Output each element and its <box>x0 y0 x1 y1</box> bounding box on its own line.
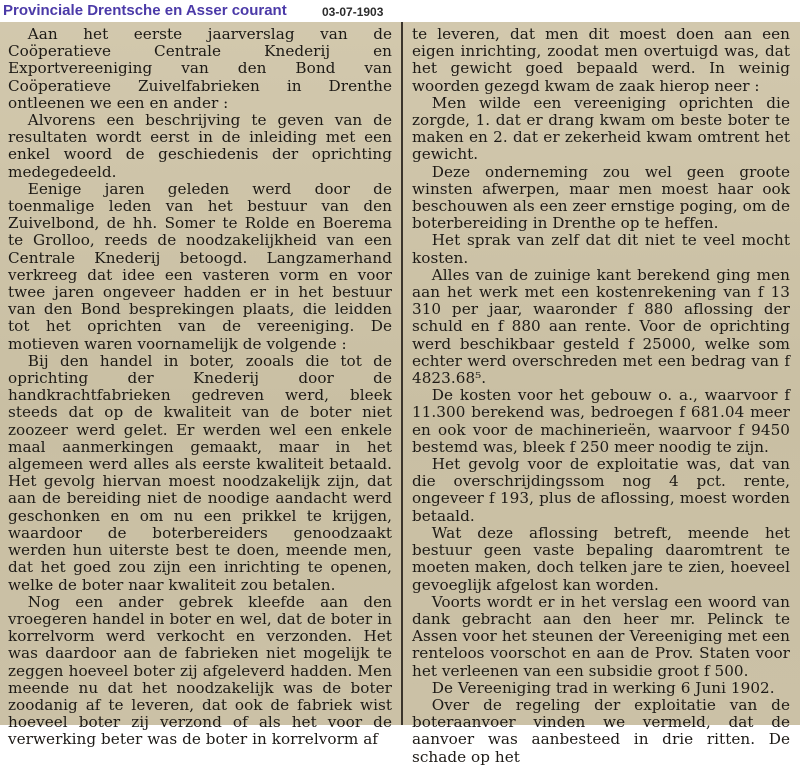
article-paragraph: Alles van de zuinige kant berekend ging men aan het werk met een kostenrekening van f 13 310 per jaar, waaronder f 880 aflossing der schuld en f 880 aan rente. Voor de oprichting werd beschikbaar gesteld f 25000, welke som echter werd overschreden met een bedrag van f 4823.68⁵. <box>412 265 790 388</box>
publication-date: 03-07-1903 <box>322 5 384 19</box>
article-paragraph: Voorts wordt er in het verslag een woord van dank gebracht aan den heer mr. Pelinck te Assen voor het steunen der Vereeniging met een renteloos voorschot en aan de Prov. Staten voor het verleenen van een subsidie groot f 500. <box>412 592 790 680</box>
article-paragraph: Deze onderneming zou wel geen groote winsten afwerpen, maar men moest haar ook beschouwen als een zeer ernstige poging, om de boterbereiding in Drenthe op te heffen. <box>412 162 790 233</box>
article-paragraph: Het gevolg voor de exploitatie was, dat van die overschrijdingssom nog 4 pct. rente, ongeveer f 193, plus de aflossing, moest worden betaald. <box>412 455 790 525</box>
article-paragraph: Bij den handel in boter, zooals die tot de oprichting der Knederij door de handkrachtfabrieken gedreven werd, bleek steeds dat op de kwaliteit van de boter niet zoozeer werd gelet. Er werden wel een enkele maal aanmerkingen gemaakt, maar in het algemeen werd alles als eerste kwaliteit betaald. Het gevolg hiervan moest noodzakelijk zijn, dat aan de bereiding niet de noodige aandacht werd geschonken en om nu een prikkel te krijgen, waardoor de boterbereiders genoodzaakt werden hun uiterste best te doen, meende men, dat het goed zou zijn een inrichting te openen, welke de boter naar kwaliteit zou betalen. <box>8 351 392 594</box>
newspaper-title[interactable]: Provinciale Drentsche en Asser courant <box>3 2 287 19</box>
article-paragraph: Nog een ander gebrek kleefde aan den vroegeren handel in boter en wel, dat de boter in korrelvorm werd verkocht en verzonden. Het was daardoor aan de fabrieken niet mogelijk te zeggen hoeveel boter zij afgeleverd hadden. Men meende nu dat het noodzakelijk was de boter zoodanig af te leveren, dat ook de fabriek wist hoeveel boter zij verzond of als het voor de verwerking beter was de boter in korrelvorm af <box>8 592 392 749</box>
article-column-left <box>8 25 392 749</box>
article-paragraph: Over de regeling der exploitatie van de boteraanvoer vinden we vermeld, dat de aanvoer was aanbesteed in drie ritten. De schade op het <box>412 695 790 766</box>
article-paragraph: te leveren, dat men dit moest doen aan een eigen inrichting, zoodat men overtuigd was, dat het gewicht goed bepaald werd. In weinig woorden gezegd kwam de zaak hierop neer : <box>412 25 790 95</box>
article-column-right <box>412 25 790 766</box>
article-paragraph: Wat deze aflossing betreft, meende het bestuur geen vaste bepaling daaromtrent te moeten maken, doch telken jare te zien, hoeveel gevoeglijk afgelost kan worden. <box>412 523 790 594</box>
article-paragraph: Eenige jaren geleden werd door de toenmalige leden van het bestuur van den Zuivelbond, de hh. Somer te Rolde en Boerema te Grolloo, reeds de noodzakelijkheid van een Centrale Knederij betoogd. Langzamerhand verkreeg dat idee een vasteren vorm en voor twee jaren ongeveer hadden er in het bestuur van den Bond besprekingen plaats, die leidden tot het oprichten van de vereeniging. De motieven waren voornamelijk de volgende : <box>8 179 392 353</box>
article-paragraph: De kosten voor het gebouw o. a., waarvoor f 11.300 berekend was, bedroegen f 681.04 meer en ook voor de machinerieën, waarvoor f 9450 bestemd was, bleek f 250 meer noodig te zijn. <box>412 386 790 456</box>
article-paragraph: Alvorens een beschrijving te geven van de resultaten wordt eerst in de inleiding met een enkel woord de geschiedenis der oprichting medegedeeld. <box>8 111 392 181</box>
article-paragraph: Het sprak van zelf dat dit niet te veel mocht kosten. <box>412 231 790 267</box>
article-paragraph: Aan het eerste jaarverslag van de Coöperatieve Centrale Knederij en Exportvereeniging van den Bond van Coöperatieve Zuivelfabrieken in Drenthe ontleenen we een en ander : <box>8 25 392 112</box>
column-divider <box>401 22 403 725</box>
article-paragraph: De Vereeniging trad in werking 6 Juni 1902. <box>431 678 775 697</box>
newspaper-clipping <box>0 22 800 766</box>
article-paragraph: Men wilde een vereeniging oprichten die zorgde, 1. dat er drang kwam om beste boter te maken en 2. dat er zekerheid kwam omtrent het gewicht. <box>412 93 790 164</box>
page-header <box>0 0 800 22</box>
